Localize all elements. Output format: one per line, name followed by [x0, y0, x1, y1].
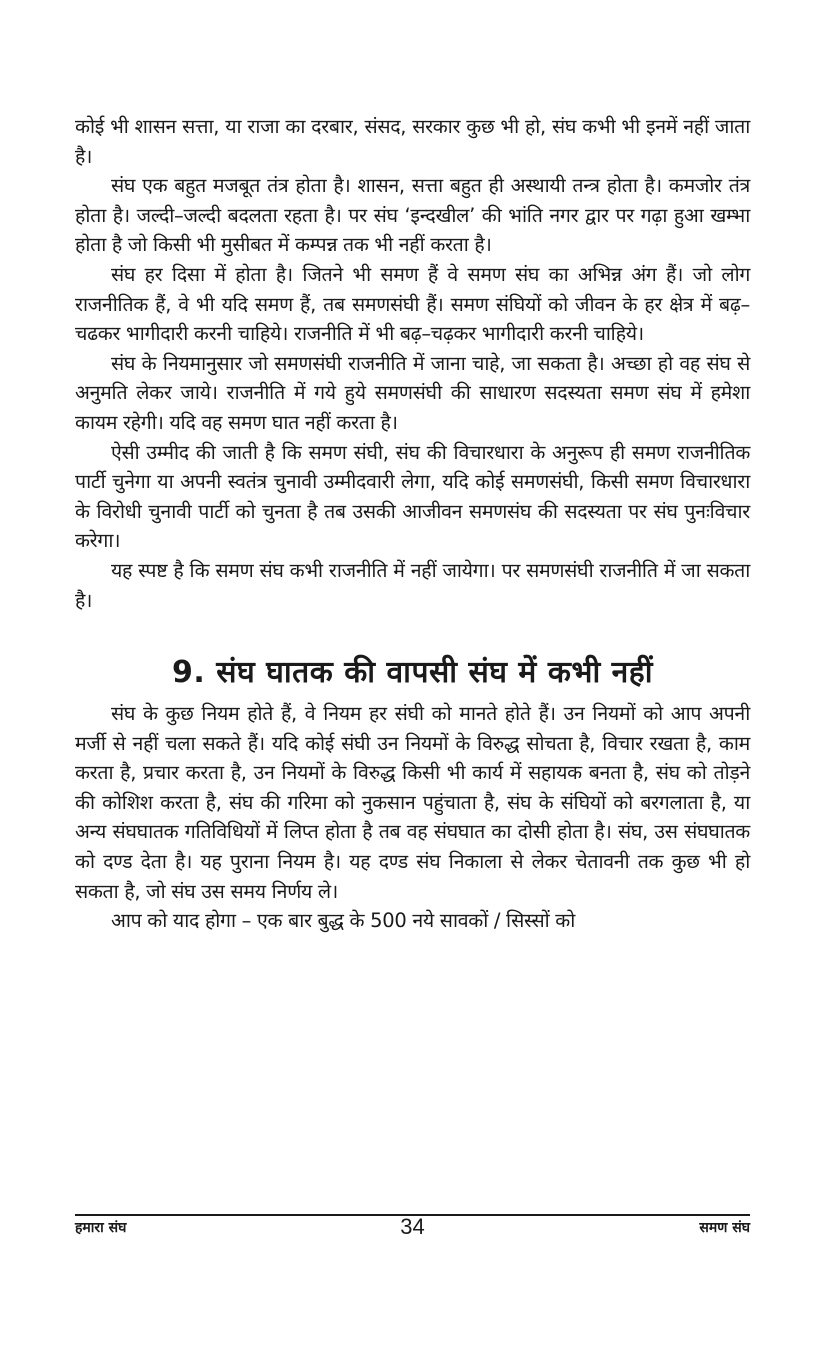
footer-chapter-title: समण संघ [699, 1220, 750, 1236]
section-heading: 9. संघ घातक की वापसी संघ में कभी नहीं [171, 655, 654, 691]
paragraph: आप को याद होगा – एक बार बुद्ध के 500 नये सावकों / सिस्सों को [111, 909, 576, 933]
page-body [75, 112, 750, 936]
paragraph: यह स्पष्ट है कि समण संघ कभी राजनीति में नहीं जायेगा। पर समणसंघी राजनीति में जा सकता है। [75, 558, 750, 612]
paragraph: संघ हर दिसा में होता है। जितने भी समण हैं वे समण संघ का अभिन्न अंग हैं। जो लोग राजनीतिक हैं, वे भी यदि समण हैं, तब समणसंघी हैं। समण संघियों को जीवन के हर क्षेत्र में बढ़–चढकर भागीदारी करनी चाहिये। राजनीति में भी बढ़–चढ़कर भागीदारी करनी चाहिये। [75, 262, 750, 346]
paragraph: संघ के कुछ नियम होते हैं, वे नियम हर संघी को मानते होते हैं। उन नियमों को आप अपनी मर्जी से नहीं चला सकते हैं। यदि कोई संघी उन नियमों के विरुद्ध सोचता है, विचार रखता है, काम करता है, प्रचार करता है, उन नियमों के विरुद्ध किसी भी कार्य में सहायक बनता है, संघ को तोड़ने की कोशिश करता है, संघ की गरिमा को नुकसान पहुंचाता है, संघ के संघियों को बरगलाता है, या अन्य संघघातक गतिविधियों में लिप्त होता है तब वह संघघात का दोसी होता है। संघ, उस संघघातक को दण्ड देता है। यह पुराना नियम है। यह दण्ड संघ निकाला से लेकर चेतावनी तक कुछ भी हो सकता है, जो संघ उस समय निर्णय ले। [75, 702, 750, 903]
paragraph: संघ के नियमानुसार जो समणसंघी राजनीति में जाना चाहे, जा सकता है। अच्छा हो वह संघ से अनुमति लेकर जाये। राजनीति में गये हुये समणसंघी की साधारण सदस्यता समण संघ में हमेशा कायम रहेगी। यदि वह समण घात नहीं करता है। [75, 351, 750, 434]
paragraph: ऐसी उम्मीद की जाती है कि समण संघी, संघ की विचारधारा के अनुरूप ही समण राजनीतिक पार्टी चुनेगा या अपनी स्वतंत्र चुनावी उम्मीदवारी लेगा, यदि कोई समणसंघी, किसी समण विचारधारा के विरोधी चुनावी पार्टी को चुनता है तब उसकी आजीवन समणसंघ की सदस्यता पर संघ पुनःविचार करेगा। [75, 440, 750, 553]
paragraph: कोई भी शासन सत्ता, या राजा का दरबार, संसद, सरकार कुछ भी हो, संघ कभी भी इनमें नहीं जाता है। [75, 115, 750, 168]
page-footer [75, 1216, 750, 1246]
page-number: 34 [400, 1214, 425, 1239]
paragraph: संघ एक बहुत मजबूत तंत्र होता है। शासन, सत्ता बहुत ही अस्थायी तन्त्र होता है। कमजोर तंत्र होता है। जल्दी–जल्दी बदलता रहता है। पर संघ ‘इन्दखील’ की भांति नगर द्वार पर गढ़ा हुआ खम्भा होता है जो किसी भी मुसीबत में कम्पन्न तक भी नहीं करता है। [75, 174, 750, 257]
footer-book-title: हमारा संघ [75, 1220, 127, 1236]
